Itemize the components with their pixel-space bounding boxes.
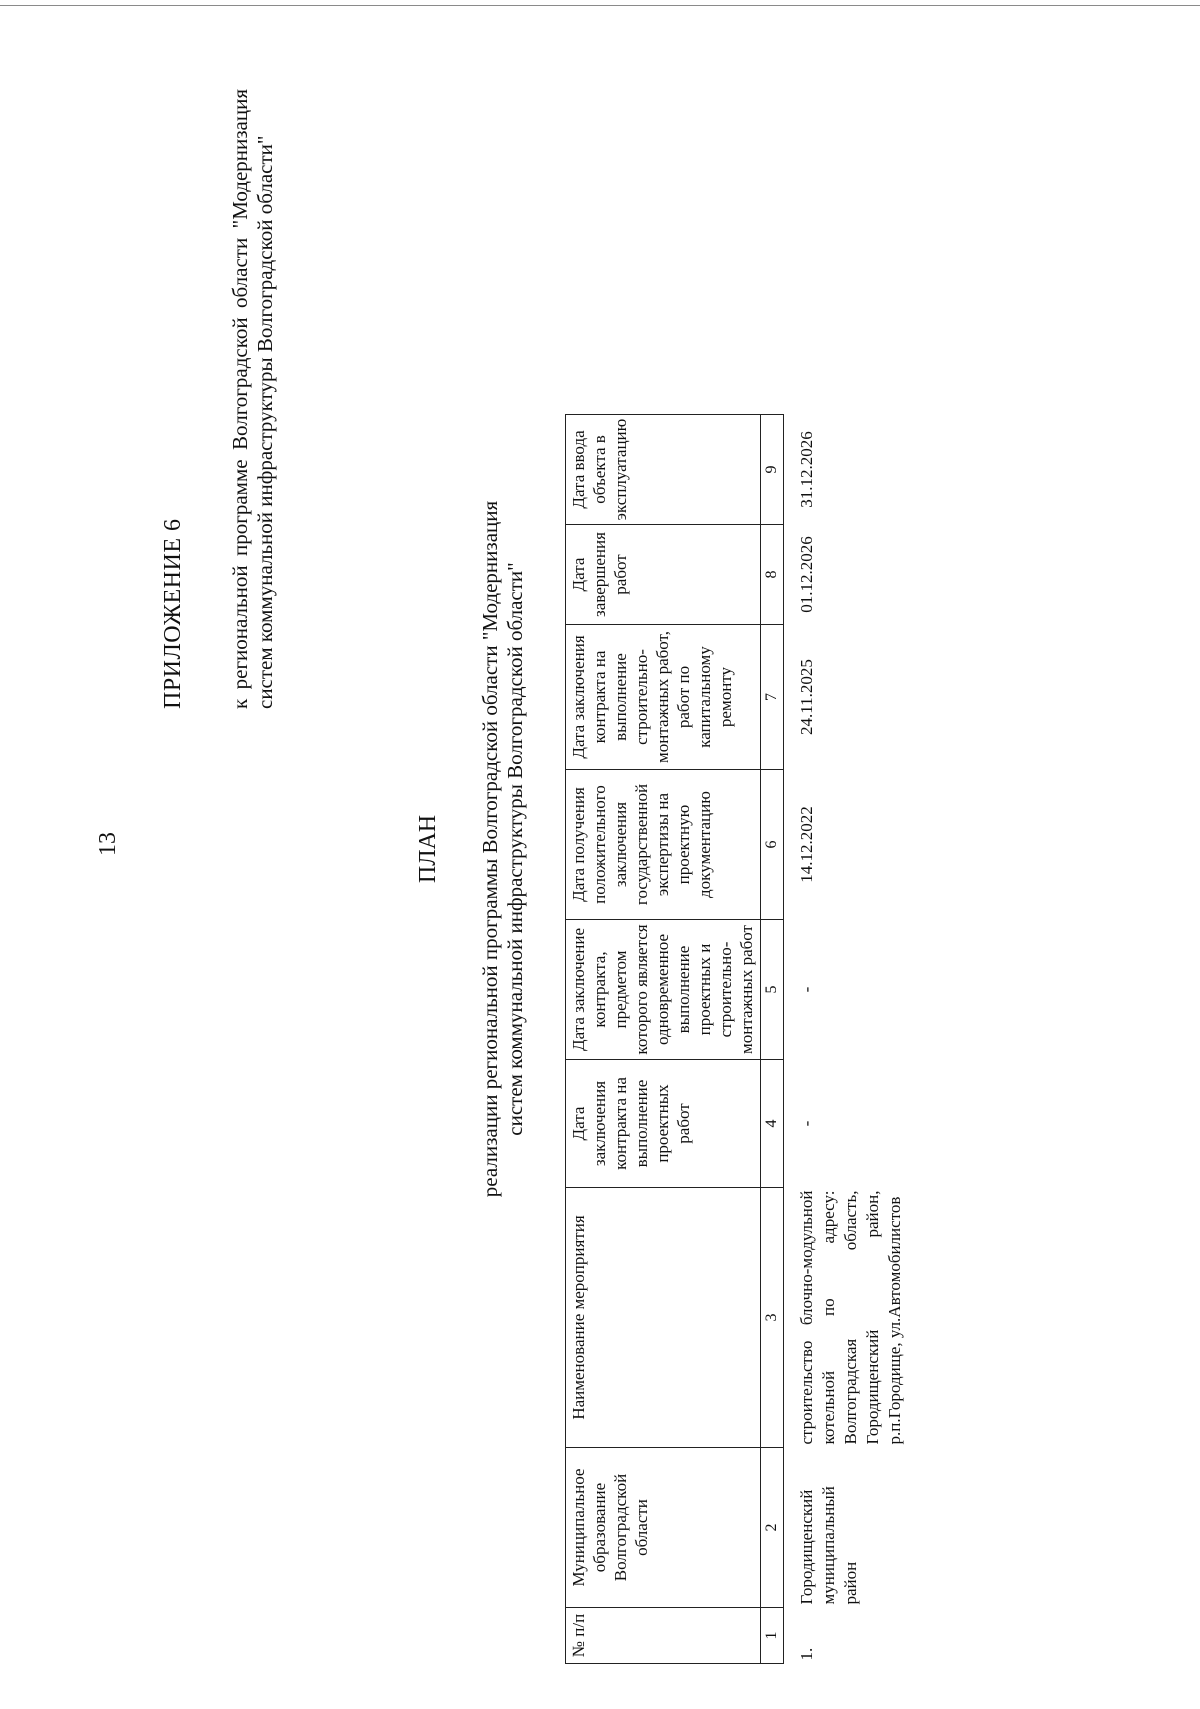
header-cell: Дата заключения контракта на выполнение строительно-монтажных работ, работ по капитальному ремонту	[566, 625, 761, 770]
column-number: 9	[761, 415, 784, 525]
appendix-text: к региональной программе Волгоградской области "Модернизация систем коммунальной инфраструктуры Волгоградской области"	[228, 89, 277, 709]
column-number-row	[761, 415, 784, 1664]
combined-contract-date-cell: -	[797, 986, 816, 993]
column-number: 7	[761, 625, 784, 770]
row-number: 1.	[797, 1647, 816, 1661]
header-cell: Дата заключения контракта на выполнение проектных работ	[566, 1060, 761, 1188]
plan-subtitle: реализации региональной программы Волгоградской области "Модернизация систем коммунальной инфраструктуры Волгоградской области"	[478, 500, 527, 1198]
page-number: 13	[95, 832, 121, 856]
table-row	[784, 415, 909, 1664]
municipality-cell: Городищенский муниципальный район	[797, 1486, 860, 1605]
expertise-date-cell: 14.12.2022	[797, 806, 816, 883]
column-number: 6	[761, 770, 784, 920]
plan-title: ПЛАН	[415, 814, 441, 884]
header-cell: Наименование мероприятия	[566, 1188, 761, 1448]
completion-date-cell: 01.12.2026	[797, 536, 816, 613]
column-number: 8	[761, 525, 784, 625]
plan-table	[565, 414, 908, 1664]
header-cell: Дата получения положительного заключения государственной экспертизы на проектную документацию	[566, 770, 761, 920]
column-number: 5	[761, 920, 784, 1060]
design-contract-date-cell: -	[797, 1120, 816, 1127]
measure-cell: строительство блочно-модульной котельной по адресу: Волгоградская область, Городищенский район, р.п.Городище, ул.Автомобилистов	[797, 1190, 904, 1445]
header-cell: Дата завершения работ	[566, 525, 761, 625]
commissioning-date-cell: 31.12.2026	[797, 431, 816, 508]
header-cell: Дата ввода объекта в эксплуатацию	[566, 415, 761, 525]
column-number: 4	[761, 1060, 784, 1188]
table-header-row	[566, 415, 761, 1664]
construction-contract-date-cell: 24.11.2025	[797, 659, 816, 735]
appendix-title: ПРИЛОЖЕНИЕ 6	[160, 518, 186, 709]
column-number: 1	[761, 1608, 784, 1664]
column-number: 3	[761, 1188, 784, 1448]
column-number: 2	[761, 1448, 784, 1608]
header-cell: Муниципальное образование Волгоградской области	[566, 1448, 761, 1608]
header-cell: Дата заключение контракта, предметом которого является одновременное выполнение проектных и строительно-монтажных работ	[566, 920, 761, 1060]
header-cell: № п/п	[566, 1608, 761, 1664]
